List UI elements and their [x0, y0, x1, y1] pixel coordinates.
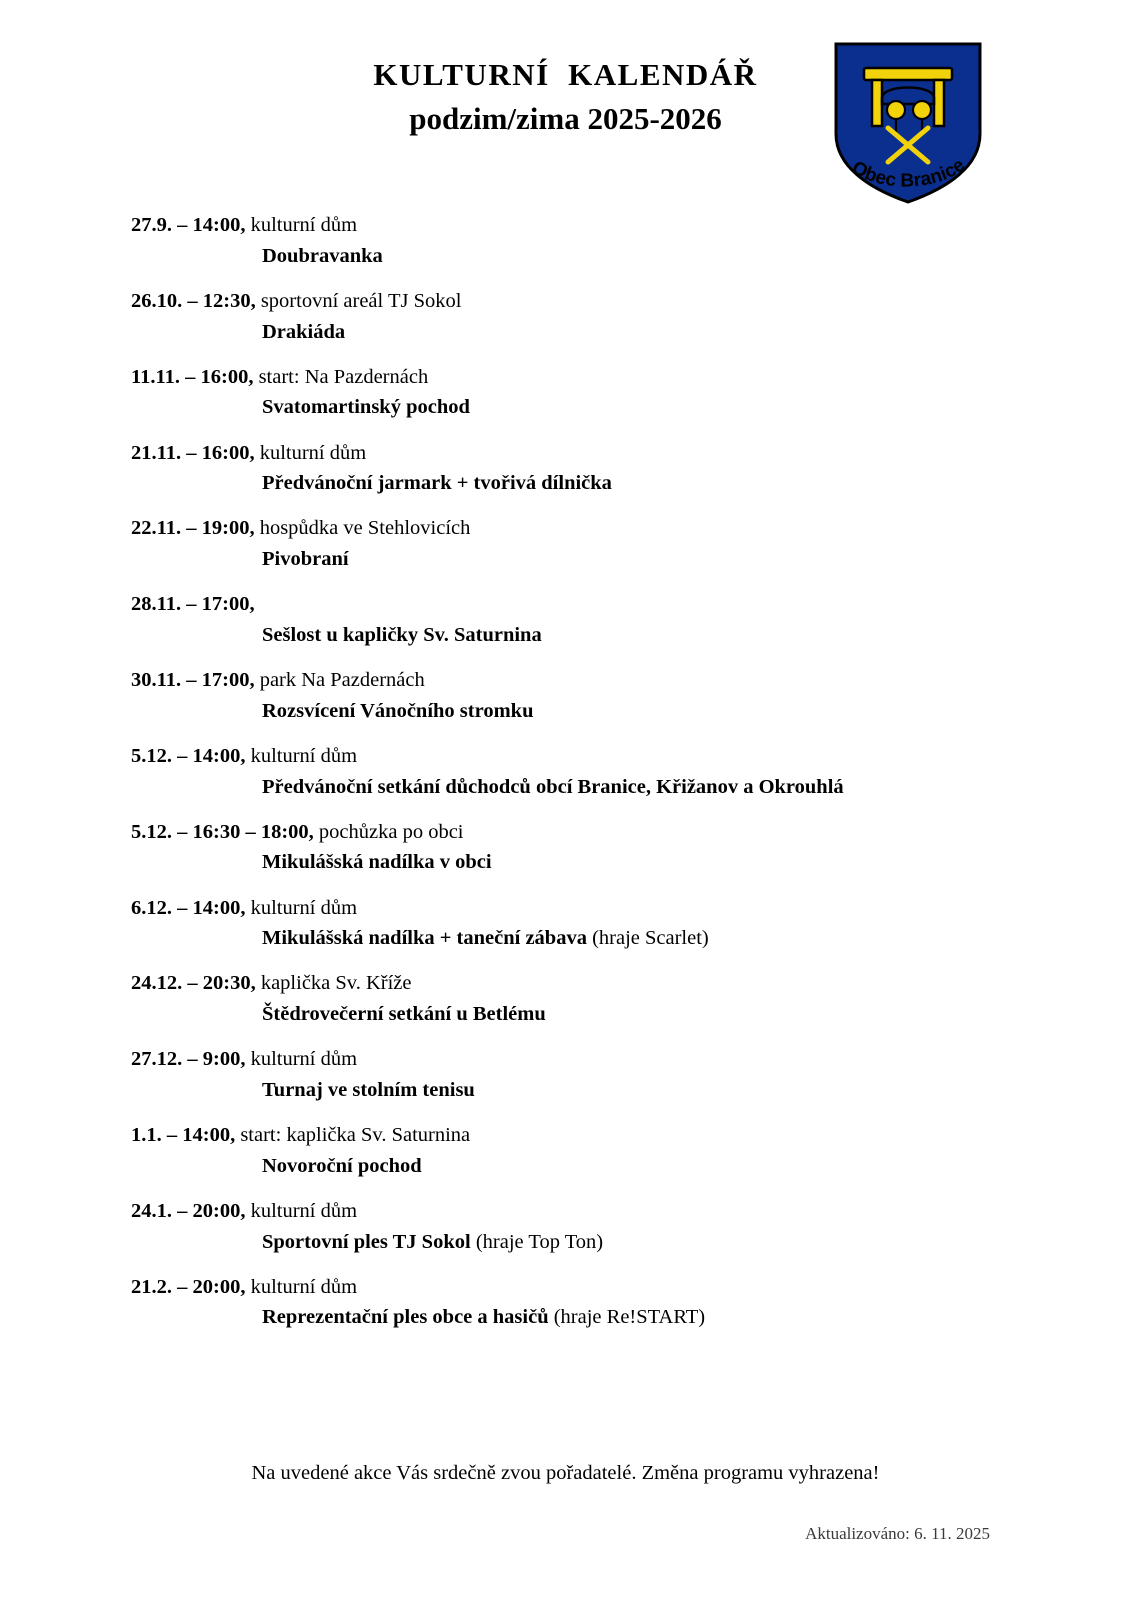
list-item [131, 819, 1001, 877]
event-date: 21.2. – 20:00, [131, 1275, 246, 1298]
list-item [131, 1046, 1001, 1104]
event-title-line [131, 1001, 1001, 1029]
svg-text:Obec Branice: Obec Branice [848, 154, 970, 192]
event-place: park Na Pazdernách [259, 669, 425, 692]
event-header-line [131, 591, 1001, 619]
event-title-line [131, 1304, 1001, 1332]
event-place: kulturní dům [250, 744, 358, 767]
event-date: 22.11. – 19:00, [131, 517, 255, 540]
event-name: Novoroční pochod [262, 1154, 422, 1177]
event-title-line [131, 1229, 1001, 1257]
event-title-line [131, 546, 1001, 574]
event-place: sportovní areál TJ Sokol [260, 289, 462, 312]
event-name: Předvánoční setkání důchodců obcí Branice, Křižanov a Okrouhlá [262, 775, 844, 798]
event-date: 1.1. – 14:00, [131, 1124, 236, 1147]
page-subtitle: podzim/zima 2025-2026 [409, 100, 722, 136]
event-date: 5.12. – 14:00, [131, 744, 246, 767]
list-item [131, 1274, 1001, 1332]
event-place: hospůdka ve Stehlovicích [259, 517, 471, 540]
event-date: 28.11. – 17:00, [131, 593, 255, 616]
event-date: 26.10. – 12:30, [131, 289, 256, 312]
event-title-line [131, 243, 1001, 271]
event-header-line [131, 288, 1001, 316]
event-note: (hraje Top Ton) [470, 1230, 604, 1253]
event-title-line [131, 698, 1001, 726]
list-item [131, 667, 1001, 725]
event-place: kaplička Sv. Kříže [260, 972, 412, 995]
list-item [131, 364, 1001, 422]
event-name: Doubravanka [262, 244, 383, 267]
event-name: Sportovní ples TJ Sokol [262, 1230, 471, 1253]
event-place: kulturní dům [259, 441, 367, 464]
event-header-line [131, 515, 1001, 543]
event-name: Svatomartinský pochod [262, 396, 470, 419]
event-header-line [131, 440, 1001, 468]
list-item [131, 212, 1001, 270]
event-date: 11.11. – 16:00, [131, 365, 254, 388]
event-place: kulturní dům [250, 1275, 358, 1298]
event-date: 21.11. – 16:00, [131, 441, 255, 464]
event-header-line [131, 1274, 1001, 1302]
event-title-line [131, 849, 1001, 877]
event-place: kulturní dům [250, 1048, 358, 1071]
event-title-line [131, 1153, 1001, 1181]
footer-note: Na uvedené akce Vás srdečně zvou pořadatelé. Změna programu vyhrazena! [251, 1462, 880, 1484]
event-place: start: Na Pazdernách [258, 365, 429, 388]
list-item [131, 970, 1001, 1028]
event-title-line [131, 622, 1001, 650]
event-title-line [131, 774, 1001, 802]
event-name: Sešlost u kapličky Sv. Saturnina [262, 623, 542, 646]
event-date: 6.12. – 14:00, [131, 896, 246, 919]
event-date: 27.9. – 14:00, [131, 214, 246, 236]
event-date: 24.1. – 20:00, [131, 1199, 246, 1222]
event-name: Drakiáda [262, 320, 346, 343]
event-date: 27.12. – 9:00, [131, 1048, 246, 1071]
event-title-line [131, 470, 1001, 498]
event-title-line [131, 319, 1001, 347]
event-header-line [131, 743, 1001, 771]
event-note: (hraje Scarlet) [586, 927, 709, 950]
event-place: pochůzka po obci [318, 820, 464, 843]
event-header-line [131, 895, 1001, 923]
event-date: 30.11. – 17:00, [131, 669, 255, 692]
list-item [131, 743, 1001, 801]
event-list [131, 212, 1001, 1350]
event-place: start: kaplička Sv. Saturnina [240, 1124, 471, 1147]
event-header-line [131, 667, 1001, 695]
event-note: (hraje Re!START) [548, 1306, 706, 1329]
list-item [131, 515, 1001, 573]
event-title-line [131, 394, 1001, 422]
last-updated-label: Aktualizováno: 6. 11. 2025 [805, 1524, 990, 1543]
event-date: 24.12. – 20:30, [131, 972, 256, 995]
list-item [131, 288, 1001, 346]
list-item [131, 1122, 1001, 1180]
event-place: kulturní dům [250, 896, 358, 919]
event-name: Mikulášská nadílka + taneční zábava [262, 927, 587, 950]
event-header-line [131, 819, 1001, 847]
event-header-line [131, 970, 1001, 998]
event-title-line [131, 925, 1001, 953]
event-header-line [131, 364, 1001, 392]
event-name: Reprezentační ples obce a hasičů [262, 1306, 549, 1329]
event-name: Rozsvícení Vánočního stromku [262, 699, 534, 722]
event-place: kulturní dům [250, 1199, 358, 1222]
event-name: Mikulášská nadílka v obci [262, 851, 492, 874]
event-title-line [131, 1077, 1001, 1105]
event-date: 5.12. – 16:30 – 18:00, [131, 820, 314, 843]
list-item [131, 1198, 1001, 1256]
event-name: Turnaj ve stolním tenisu [262, 1078, 475, 1101]
event-header-line [131, 1122, 1001, 1150]
municipality-coat-of-arms [828, 38, 988, 208]
event-header-line [131, 1046, 1001, 1074]
event-header-line [131, 1198, 1001, 1226]
event-name: Štědrovečerní setkání u Betlému [262, 1003, 546, 1026]
event-name: Pivobraní [262, 548, 349, 571]
list-item [131, 440, 1001, 498]
event-header-line [131, 212, 1001, 240]
event-name: Předvánoční jarmark + tvořivá dílnička [262, 472, 612, 495]
page-title: KULTURNÍ KALENDÁŘ [373, 57, 758, 92]
list-item [131, 895, 1001, 953]
list-item [131, 591, 1001, 649]
event-place: kulturní dům [250, 214, 358, 236]
